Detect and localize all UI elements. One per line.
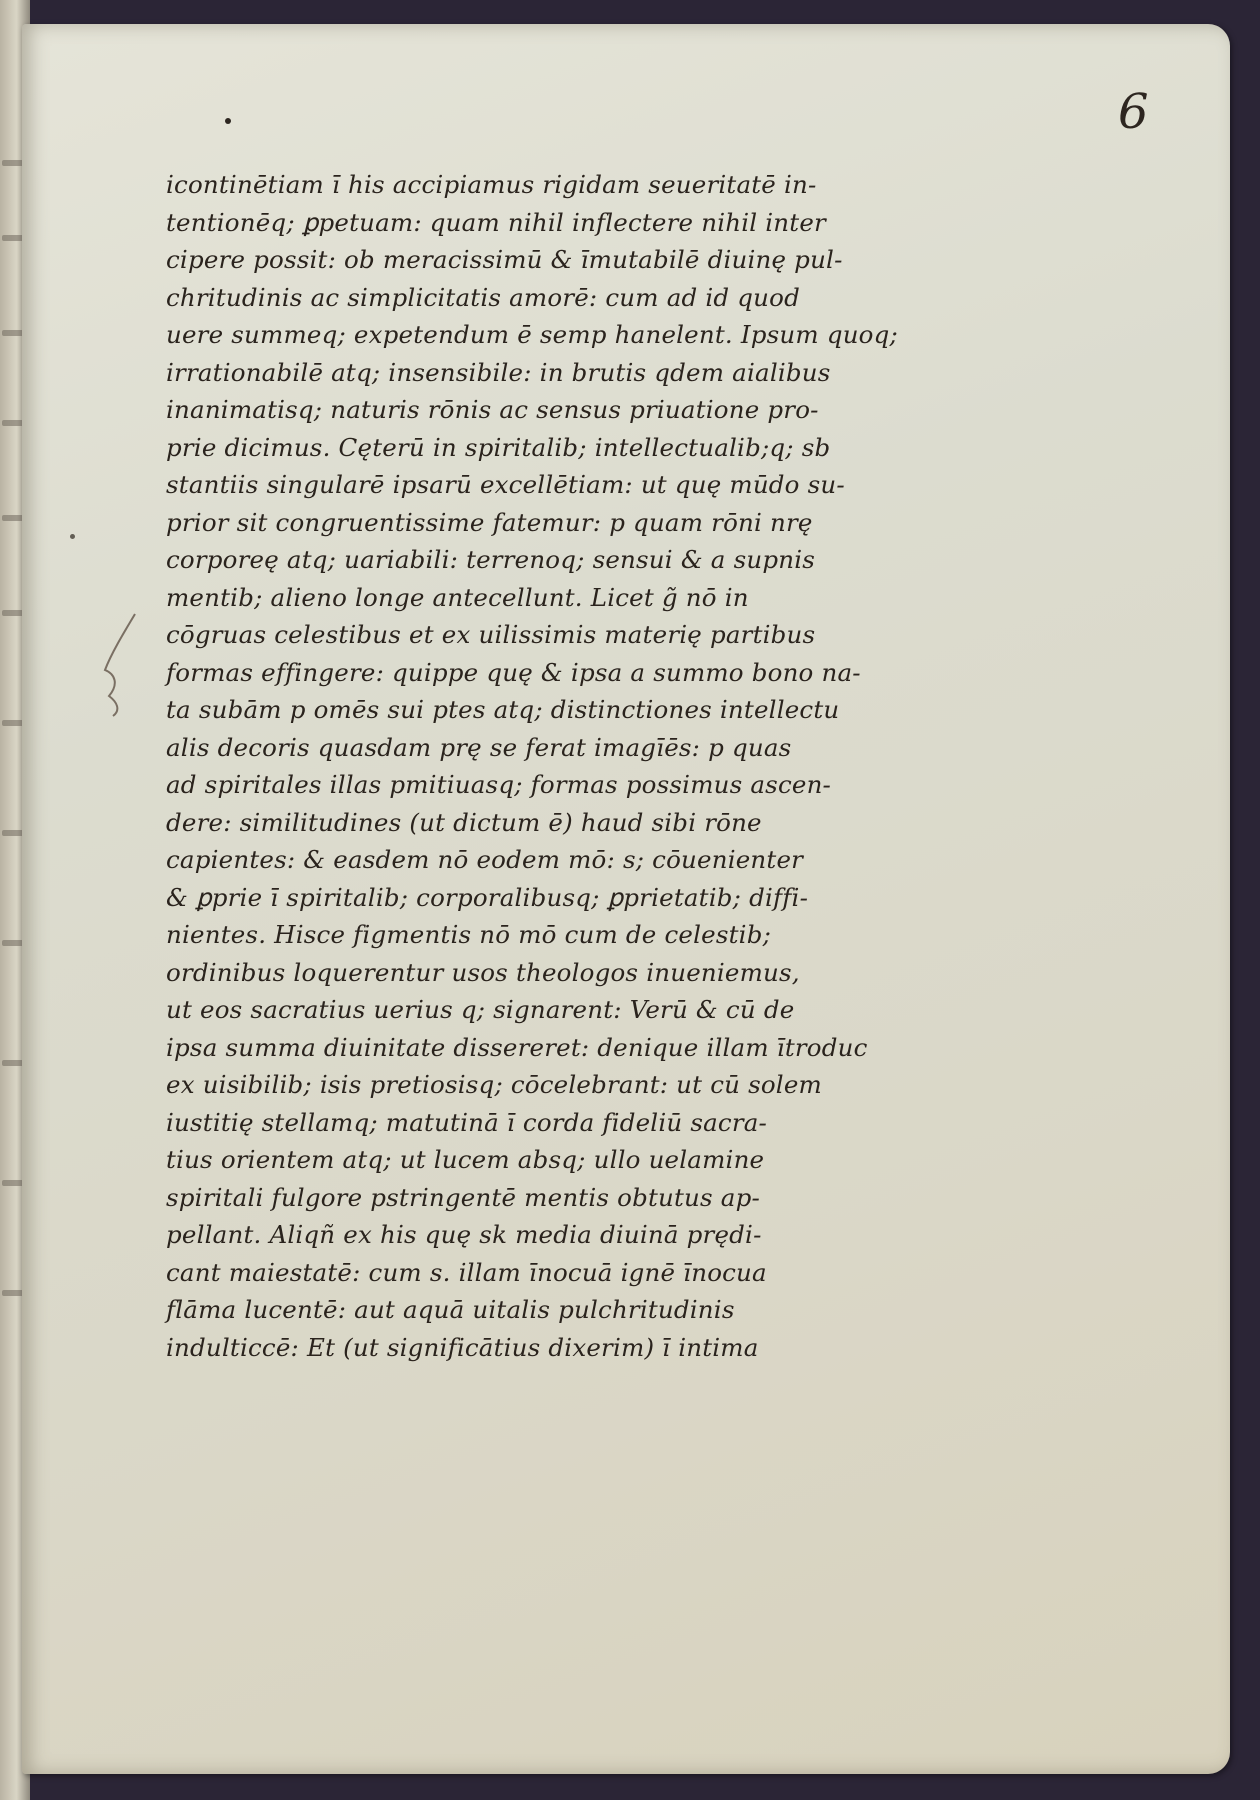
text-line: ta subām p omēs sui ptes atq; distinctiones intellectu [166,695,840,724]
folio-number: 6 [1118,84,1149,140]
text-line: cant maiestatē: cum s. illam īnocuā ignē īnocua [166,1257,767,1287]
text-line: corporeę atq; uariabili: terrenoq; sensui & a supnis [166,545,816,574]
text-line: formas effingere: quippe quę & ipsa a summo bono na- [166,657,861,687]
text-line: mentib; alieno longe antecellunt. Licet g̃ nō in [166,582,749,612]
text-line: tius orientem atq; ut lucem absq; ullo uelamine [166,1145,765,1174]
text-line: cōgruas celestibus et ex uilissimis materię partibus [166,620,816,649]
text-line: ordinibus loquerentur usos theologos inueniemus, [166,957,800,987]
text-line: uere summeq; expetendum ē semp hanelent. Ipsum quoq; [166,320,898,349]
text-line: prior sit congruentissime fatemur: p quam rōni nrę [166,507,813,537]
text-line: ipsa summa diuinitate dissereret: denique illam ītroduc [166,1032,868,1062]
text-line: alis decoris quasdam prę se ferat imagīēs: p quas [166,732,792,762]
text-line: capientes: & easdem nō eodem mō: s; cōuenienter [166,845,804,874]
text-line: prie dicimus. Cęterū in spiritalib; intellectualib;q; sb [166,432,831,462]
text-line: inanimatisq; naturis rōnis ac sensus priuatione pro- [166,395,819,424]
text-line: cipere possit: ob meracissimū & īmutabilē diuinę pul- [166,245,843,274]
text-line: flāma lucentē: aut aquā uitalis pulchritudinis [166,1295,735,1324]
text-line: ex uisibilib; isis pretiosisq; cōcelebrant: ut cū solem [166,1070,822,1099]
text-line: nientes. Hisce figmentis nō mō cum de celestib; [166,920,772,949]
text-line: stantiis singularē ipsarū excellētiam: ut quę mūdo su- [166,470,845,499]
marginal-annotation-mark [95,610,155,720]
text-line: chritudinis ac simplicitatis amorē: cum ad id quod [166,282,800,312]
ink-dot [70,534,75,539]
text-line: spiritali fulgore pstringentē mentis obtutus ap- [166,1182,760,1212]
text-line: pellant. Aliqñ ex his quę sk media diuinā prędi- [166,1220,762,1249]
text-line: ut eos sacratius uerius q; signarent: Verū & cū de [166,995,795,1024]
text-line: dere: similitudines (ut dictum ē) haud sibi rōne [166,807,762,837]
text-line: ad spiritales illas pmitiuasq; formas possimus ascen- [166,770,832,799]
text-line: icontinētiam ī his accipiamus rigidam seueritatē in- [166,170,817,199]
text-line: & ꝑprie ī spiritalib; corporalibusq; ꝑprietatib; diffi- [166,882,809,912]
text-line: indulticcē: Et (ut significātius dixerim) ī intima [166,1332,759,1362]
ink-dot [225,118,231,124]
manuscript-text [166,166,936,1366]
text-line: tentionēq; ꝑpetuam: quam nihil inflectere nihil inter [166,207,826,237]
text-line: iustitię stellamq; matutinā ī corda fideliū sacra- [166,1107,768,1137]
text-line: irrationabilē atq; insensibile: in brutis qdem aialibus [166,357,831,387]
